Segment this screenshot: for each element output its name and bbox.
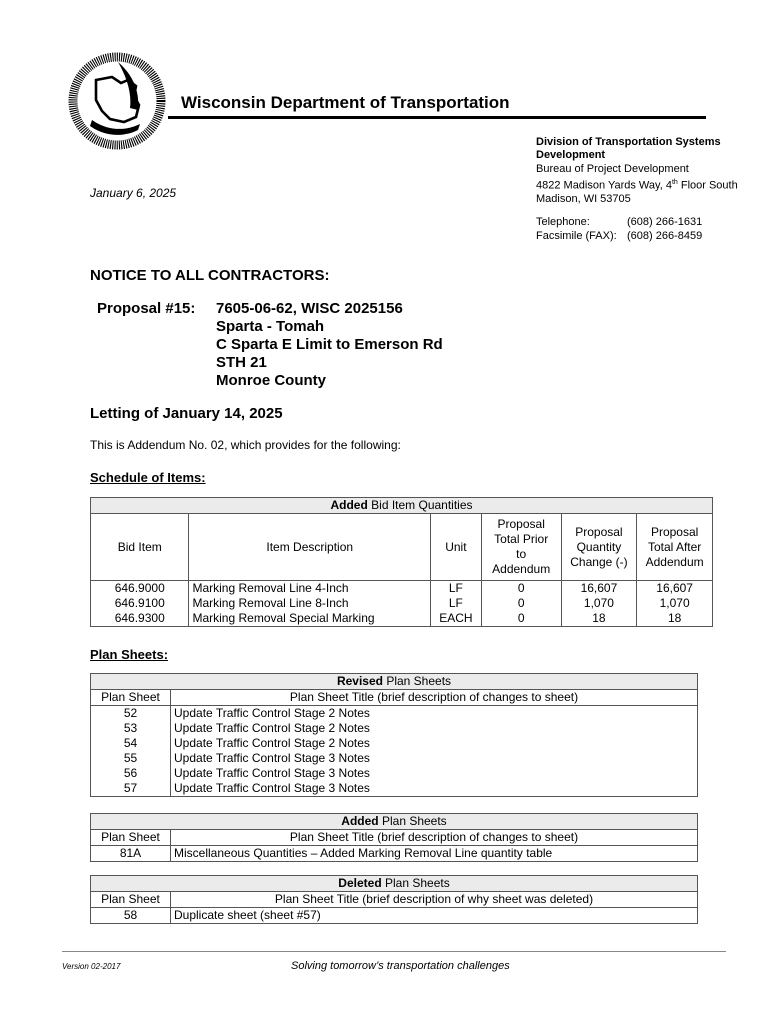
- table-row: 646.9100 Marking Removal Line 8-Inch LF 0 1,070 1,070: [91, 596, 713, 611]
- footer-tagline: Solving tomorrow’s transportation challenges: [291, 960, 510, 972]
- proposal-line: 7605-06-62, WISC 2025156: [216, 300, 403, 317]
- table-row: 646.9000 Marking Removal Line 4-Inch LF 0 16,607 16,607: [91, 581, 713, 597]
- added-plan-sheets-table: [90, 813, 698, 862]
- table-row: 55 Update Traffic Control Stage 3 Notes: [91, 751, 698, 766]
- wisdot-logo-icon: [66, 50, 168, 152]
- col-plan-sheet: Plan Sheet: [91, 690, 171, 706]
- col-plan-sheet: Plan Sheet: [91, 830, 171, 846]
- col-plan-sheet-title: Plan Sheet Title (brief description of changes to sheet): [171, 690, 698, 706]
- table-row: 57 Update Traffic Control Stage 3 Notes: [91, 781, 698, 797]
- contact-numbers: [536, 215, 702, 243]
- table-row: 53 Update Traffic Control Stage 2 Notes: [91, 721, 698, 736]
- proposal-line: C Sparta E Limit to Emerson Rd: [216, 336, 443, 353]
- col-unit: Unit: [431, 514, 482, 581]
- col-total-prior: Proposal Total Prior to Addendum: [481, 514, 561, 581]
- revised-plan-sheets-table: [90, 673, 698, 797]
- col-plan-sheet-title: Plan Sheet Title (brief description of changes to sheet): [171, 830, 698, 846]
- col-item-description: Item Description: [189, 514, 431, 581]
- street-address: 4822 Madison Yards Way, 4th Floor South: [536, 179, 738, 192]
- letter-date: January 6, 2025: [90, 186, 177, 200]
- col-plan-sheet-title: Plan Sheet Title (brief description of why sheet was deleted): [171, 892, 698, 908]
- notice-heading: NOTICE TO ALL CONTRACTORS:: [90, 267, 330, 284]
- bureau: Bureau of Project Development: [536, 162, 689, 175]
- col-bid-item: Bid Item: [91, 514, 189, 581]
- telephone-row: Telephone: (608) 266-1631: [536, 216, 703, 228]
- bid-table-caption: Added Bid Item Quantities: [91, 498, 713, 514]
- proposal-line: Sparta - Tomah: [216, 318, 325, 335]
- division-address-block: [536, 136, 766, 207]
- version-label: Version 02-2017: [62, 962, 121, 971]
- table-row: 52 Update Traffic Control Stage 2 Notes: [91, 706, 698, 722]
- proposal-label: Proposal #15:: [97, 300, 196, 317]
- proposal-line: STH 21: [216, 354, 267, 371]
- added-caption: Added Plan Sheets: [91, 814, 698, 830]
- agency-title: Wisconsin Department of Transportation: [181, 93, 510, 112]
- division-line2: Development: [536, 149, 606, 162]
- table-row: 646.9300 Marking Removal Special Marking EACH 0 18 18: [91, 611, 713, 627]
- revised-caption: Revised Plan Sheets: [91, 674, 698, 690]
- table-row: 56 Update Traffic Control Stage 3 Notes: [91, 766, 698, 781]
- col-total-after: Proposal Total After Addendum: [637, 514, 713, 581]
- deleted-caption: Deleted Plan Sheets: [91, 876, 698, 892]
- proposal-line: Monroe County: [216, 372, 326, 389]
- footer-rule: [62, 951, 726, 952]
- bid-items-table: [90, 497, 713, 627]
- plan-sheets-heading: Plan Sheets:: [90, 647, 169, 662]
- table-row: 58 Duplicate sheet (sheet #57): [91, 908, 698, 924]
- letting-heading: Letting of January 14, 2025: [90, 405, 283, 422]
- table-row: 54 Update Traffic Control Stage 2 Notes: [91, 736, 698, 751]
- city-state-zip: Madison, WI 53705: [536, 193, 631, 206]
- col-quantity-change: Proposal Quantity Change (-): [561, 514, 637, 581]
- addendum-text: This is Addendum No. 02, which provides for the following:: [90, 438, 401, 452]
- schedule-heading: Schedule of Items:: [90, 470, 206, 485]
- col-plan-sheet: Plan Sheet: [91, 892, 171, 908]
- deleted-plan-sheets-table: [90, 875, 698, 924]
- proposal-details: [216, 300, 443, 390]
- division-line1: Division of Transportation Systems: [536, 136, 721, 148]
- table-row: 81A Miscellaneous Quantities – Added Marking Removal Line quantity table: [91, 846, 698, 862]
- fax-row: Facsimile (FAX): (608) 266-8459: [536, 230, 703, 242]
- title-rule: [168, 116, 706, 119]
